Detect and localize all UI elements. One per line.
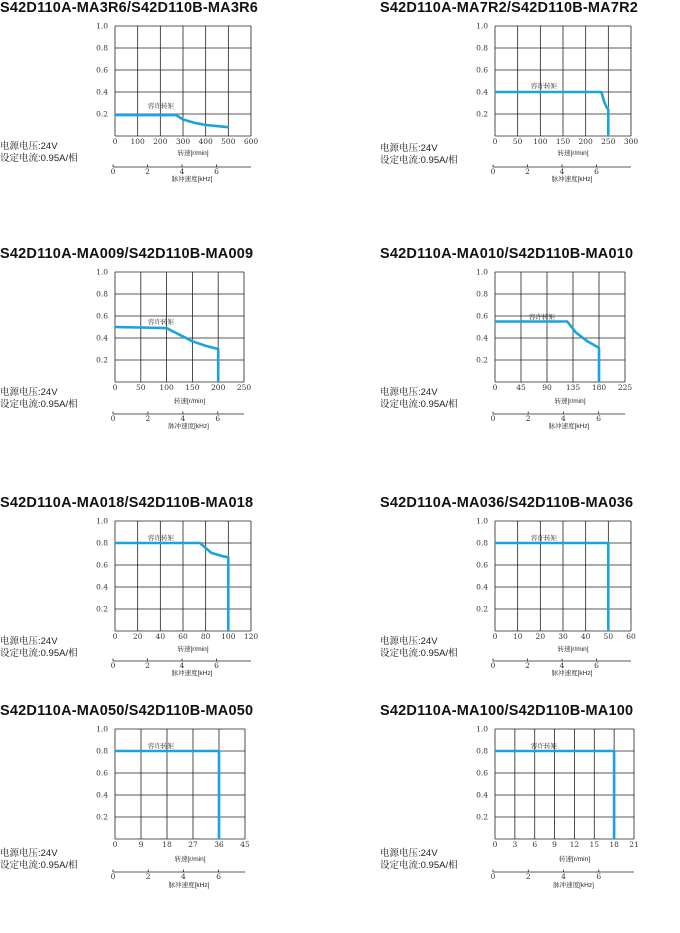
secondary-tick-label: 6 — [214, 167, 219, 176]
x-tick-label: 150 — [185, 383, 200, 392]
x-tick-label: 100 — [533, 137, 548, 146]
secondary-axis-label: 脉冲速度[kHz] — [171, 670, 213, 677]
x-tick-label: 0 — [112, 632, 118, 641]
secondary-tick-label: 4 — [181, 872, 186, 881]
torque-chart-svg — [380, 495, 680, 695]
secondary-tick-label: 2 — [145, 661, 150, 670]
x-tick-label: 12 — [569, 840, 580, 849]
panel-notes — [380, 636, 458, 660]
secondary-tick-label: 2 — [525, 661, 530, 670]
y-tick-label: 0.4 — [476, 790, 488, 800]
x-tick-label: 40 — [155, 632, 166, 641]
y-tick-label: 0.6 — [476, 65, 488, 75]
y-tick-label: 1.0 — [476, 267, 488, 277]
set-current-note: 设定电流:0.95A/相 — [380, 860, 458, 871]
secondary-tick-label: 6 — [594, 167, 599, 176]
secondary-tick-label: 0 — [490, 167, 496, 176]
set-current-note: 设定电流:0.95A/相 — [0, 399, 78, 410]
secondary-axis-label: 脉冲速度[kHz] — [553, 882, 594, 889]
torque-chart-svg — [0, 246, 340, 446]
y-tick-label: 0.4 — [476, 87, 488, 97]
x-tick-label: 200 — [153, 137, 168, 146]
x-tick-label: 250 — [601, 137, 616, 146]
x-tick-label: 250 — [236, 383, 252, 392]
panel-title: S42D110A-MA036/S42D110B-MA036 — [380, 495, 634, 511]
x-tick-label: 180 — [591, 383, 607, 392]
set-current-note: 设定电流:0.95A/相 — [380, 155, 458, 166]
x-tick-label: 0 — [492, 632, 498, 641]
y-tick-label: 0.6 — [96, 311, 108, 321]
series-label: 容许转矩 — [531, 743, 557, 750]
x-tick-label: 0 — [112, 383, 118, 392]
y-tick-label: 0.8 — [96, 289, 108, 299]
x-tick-label: 225 — [617, 383, 633, 392]
panel-title: S42D110A-MA100/S42D110B-MA100 — [380, 703, 634, 719]
x-tick-label: 27 — [188, 840, 198, 849]
secondary-tick-label: 4 — [561, 872, 566, 881]
x-tick-label: 60 — [626, 632, 636, 641]
x-tick-label: 0 — [112, 840, 118, 849]
y-tick-label: 0.6 — [476, 768, 488, 778]
y-tick-label: 1.0 — [476, 724, 488, 734]
secondary-axis-label: 脉冲速度[kHz] — [168, 423, 209, 430]
panel-notes — [380, 387, 458, 411]
x-tick-label: 500 — [221, 137, 236, 146]
x-tick-label: 300 — [623, 137, 639, 146]
x-tick-label: 50 — [603, 632, 614, 641]
y-tick-label: 0.8 — [476, 538, 488, 548]
secondary-tick-label: 4 — [179, 661, 185, 670]
x-tick-label: 20 — [535, 632, 546, 641]
y-tick-label: 0.6 — [96, 560, 108, 570]
set-current-note: 设定电流:0.95A/相 — [0, 860, 78, 871]
x-axis-label: 转速[r/min] — [554, 398, 586, 405]
x-axis-label: 转速[r/min] — [557, 150, 589, 157]
secondary-tick-label: 2 — [525, 414, 531, 423]
x-axis-label: 转速[r/min] — [177, 646, 209, 653]
x-tick-label: 200 — [211, 383, 226, 392]
secondary-tick-label: 6 — [215, 414, 221, 423]
secondary-axis-label: 脉冲速度[kHz] — [551, 670, 593, 677]
secondary-tick-label: 0 — [110, 872, 116, 881]
secondary-tick-label: 6 — [596, 414, 601, 423]
x-tick-label: 40 — [580, 632, 591, 641]
y-tick-label: 0.4 — [96, 333, 108, 343]
y-tick-label: 0.6 — [476, 560, 488, 570]
x-axis-label: 转速[r/min] — [558, 856, 591, 863]
x-tick-label: 20 — [132, 632, 143, 641]
y-tick-label: 0.2 — [476, 604, 488, 614]
y-tick-label: 0.2 — [476, 812, 488, 822]
y-tick-label: 0.4 — [96, 582, 108, 592]
torque-chart-svg — [0, 703, 340, 903]
secondary-axis-label: 脉冲速度[kHz] — [551, 176, 593, 183]
x-axis-label: 转速[r/min] — [174, 856, 206, 863]
x-tick-label: 30 — [558, 632, 568, 641]
y-tick-label: 0.4 — [476, 333, 488, 343]
y-tick-label: 0.2 — [96, 355, 108, 365]
y-tick-label: 0.6 — [476, 311, 488, 321]
panel-title: S42D110A-MA7R2/S42D110B-MA7R2 — [380, 0, 639, 16]
panel-notes — [0, 387, 78, 411]
y-tick-label: 0.4 — [476, 582, 488, 592]
series-label: 容许转矩 — [531, 535, 557, 542]
supply-voltage-note: 电源电压:24V — [380, 636, 438, 647]
panel-notes — [380, 848, 458, 872]
x-tick-label: 9 — [138, 840, 144, 849]
y-tick-label: 0.4 — [96, 87, 108, 97]
x-tick-label: 3 — [512, 840, 518, 849]
torque-chart-svg — [0, 0, 340, 200]
series-label: 容许转矩 — [148, 319, 174, 326]
chart-panel-6 — [380, 495, 680, 725]
y-tick-label: 0.2 — [96, 604, 108, 614]
secondary-axis-label: 脉冲速度[kHz] — [168, 882, 210, 889]
panel-title: S42D110A-MA009/S42D110B-MA009 — [0, 246, 254, 262]
x-tick-label: 0 — [112, 137, 118, 146]
x-tick-label: 21 — [629, 840, 639, 849]
supply-voltage-note: 电源电压:24V — [380, 387, 438, 398]
secondary-tick-label: 2 — [145, 167, 150, 176]
secondary-tick-label: 2 — [525, 167, 530, 176]
y-tick-label: 0.2 — [96, 109, 108, 119]
x-tick-label: 100 — [221, 632, 236, 641]
panel-title: S42D110A-MA050/S42D110B-MA050 — [0, 703, 254, 719]
y-tick-label: 0.2 — [476, 109, 488, 119]
y-tick-label: 0.2 — [476, 355, 488, 365]
series-label: 容许转矩 — [148, 535, 174, 542]
x-tick-label: 0 — [492, 840, 498, 849]
x-tick-label: 9 — [552, 840, 557, 849]
secondary-tick-label: 6 — [216, 872, 221, 881]
torque-chart-svg — [380, 703, 680, 903]
series-label: 容许转矩 — [148, 743, 174, 750]
chart-panel-7 — [0, 703, 340, 933]
panel-notes — [380, 143, 458, 167]
x-axis-label: 转速[r/min] — [557, 646, 589, 653]
panel-title: S42D110A-MA018/S42D110B-MA018 — [0, 495, 254, 511]
x-tick-label: 100 — [159, 383, 174, 392]
chart-panel-4 — [380, 246, 680, 476]
x-tick-label: 0 — [492, 137, 498, 146]
secondary-axis-label: 脉冲速度[kHz] — [171, 176, 213, 183]
chart-panel-1 — [0, 0, 340, 230]
y-tick-label: 0.8 — [476, 289, 488, 299]
y-tick-label: 0.8 — [476, 43, 488, 53]
x-tick-label: 100 — [130, 137, 145, 146]
torque-chart-svg — [0, 495, 340, 695]
x-tick-label: 50 — [512, 137, 523, 146]
x-tick-label: 135 — [565, 383, 581, 392]
series-label: 容许转矩 — [529, 314, 555, 321]
x-tick-label: 15 — [589, 840, 600, 849]
x-tick-label: 60 — [178, 632, 188, 641]
y-tick-label: 1.0 — [96, 516, 108, 526]
y-tick-label: 0.6 — [96, 768, 108, 778]
y-tick-label: 1.0 — [96, 724, 108, 734]
chart-panel-5 — [0, 495, 340, 725]
y-tick-label: 0.6 — [96, 65, 108, 75]
x-tick-label: 80 — [200, 632, 211, 641]
secondary-tick-label: 4 — [179, 167, 185, 176]
supply-voltage-note: 电源电压:24V — [380, 848, 438, 859]
secondary-tick-label: 4 — [180, 414, 186, 423]
x-tick-label: 150 — [555, 137, 571, 146]
x-tick-label: 0 — [492, 383, 498, 392]
supply-voltage-note: 电源电压:24V — [380, 143, 438, 154]
y-tick-label: 1.0 — [476, 516, 488, 526]
y-tick-label: 1.0 — [476, 21, 488, 31]
panel-notes — [0, 141, 78, 165]
secondary-tick-label: 0 — [110, 661, 116, 670]
x-tick-label: 300 — [175, 137, 191, 146]
supply-voltage-note: 电源电压:24V — [0, 141, 58, 152]
set-current-note: 设定电流:0.95A/相 — [0, 648, 78, 659]
x-tick-label: 120 — [243, 632, 259, 641]
secondary-tick-label: 4 — [561, 414, 566, 423]
x-tick-label: 18 — [609, 840, 619, 849]
x-tick-label: 400 — [198, 137, 213, 146]
x-tick-label: 600 — [243, 137, 259, 146]
x-tick-label: 6 — [532, 840, 538, 849]
secondary-tick-label: 0 — [110, 167, 116, 176]
secondary-tick-label: 4 — [559, 167, 565, 176]
series-label: 容许转矩 — [148, 103, 174, 110]
chart-panel-2 — [380, 0, 680, 230]
secondary-tick-label: 2 — [145, 414, 151, 423]
supply-voltage-note: 电源电压:24V — [0, 636, 58, 647]
secondary-axis-label: 脉冲速度[kHz] — [548, 423, 590, 430]
set-current-note: 设定电流:0.95A/相 — [380, 648, 458, 659]
secondary-tick-label: 2 — [525, 872, 531, 881]
secondary-tick-label: 0 — [110, 414, 116, 423]
torque-chart-svg — [380, 0, 680, 200]
x-tick-label: 90 — [542, 383, 552, 392]
y-tick-label: 0.8 — [96, 538, 108, 548]
x-tick-label: 45 — [240, 840, 250, 849]
secondary-tick-label: 4 — [559, 661, 565, 670]
secondary-tick-label: 2 — [145, 872, 151, 881]
supply-voltage-note: 电源电压:24V — [0, 387, 58, 398]
allowable-torque-curve — [115, 115, 228, 127]
y-tick-label: 0.8 — [476, 746, 488, 756]
x-tick-label: 36 — [214, 840, 224, 849]
panel-notes — [0, 848, 78, 872]
set-current-note: 设定电流:0.95A/相 — [0, 153, 78, 164]
secondary-tick-label: 0 — [490, 414, 496, 423]
secondary-tick-label: 0 — [490, 872, 496, 881]
y-tick-label: 0.4 — [96, 790, 108, 800]
y-tick-label: 0.8 — [96, 746, 108, 756]
y-tick-label: 1.0 — [96, 21, 108, 31]
x-tick-label: 50 — [136, 383, 146, 392]
torque-chart-svg — [380, 246, 680, 446]
secondary-tick-label: 6 — [594, 661, 599, 670]
x-axis-label: 转速[r/min] — [173, 398, 206, 405]
x-tick-label: 18 — [162, 840, 172, 849]
panel-notes — [0, 636, 78, 660]
series-label: 容许转矩 — [531, 83, 557, 90]
secondary-tick-label: 0 — [490, 661, 496, 670]
x-tick-label: 10 — [512, 632, 523, 641]
panel-title: S42D110A-MA010/S42D110B-MA010 — [380, 246, 634, 262]
x-tick-label: 200 — [578, 137, 593, 146]
y-tick-label: 0.8 — [96, 43, 108, 53]
x-tick-label: 45 — [516, 383, 526, 392]
x-axis-label: 转速[r/min] — [177, 150, 209, 157]
chart-panel-3 — [0, 246, 340, 476]
y-tick-label: 1.0 — [96, 267, 108, 277]
chart-panel-8 — [380, 703, 680, 933]
set-current-note: 设定电流:0.95A/相 — [380, 399, 458, 410]
secondary-tick-label: 6 — [214, 661, 219, 670]
y-tick-label: 0.2 — [96, 812, 108, 822]
supply-voltage-note: 电源电压:24V — [0, 848, 58, 859]
panel-title: S42D110A-MA3R6/S42D110B-MA3R6 — [0, 0, 259, 16]
secondary-tick-label: 6 — [596, 872, 602, 881]
